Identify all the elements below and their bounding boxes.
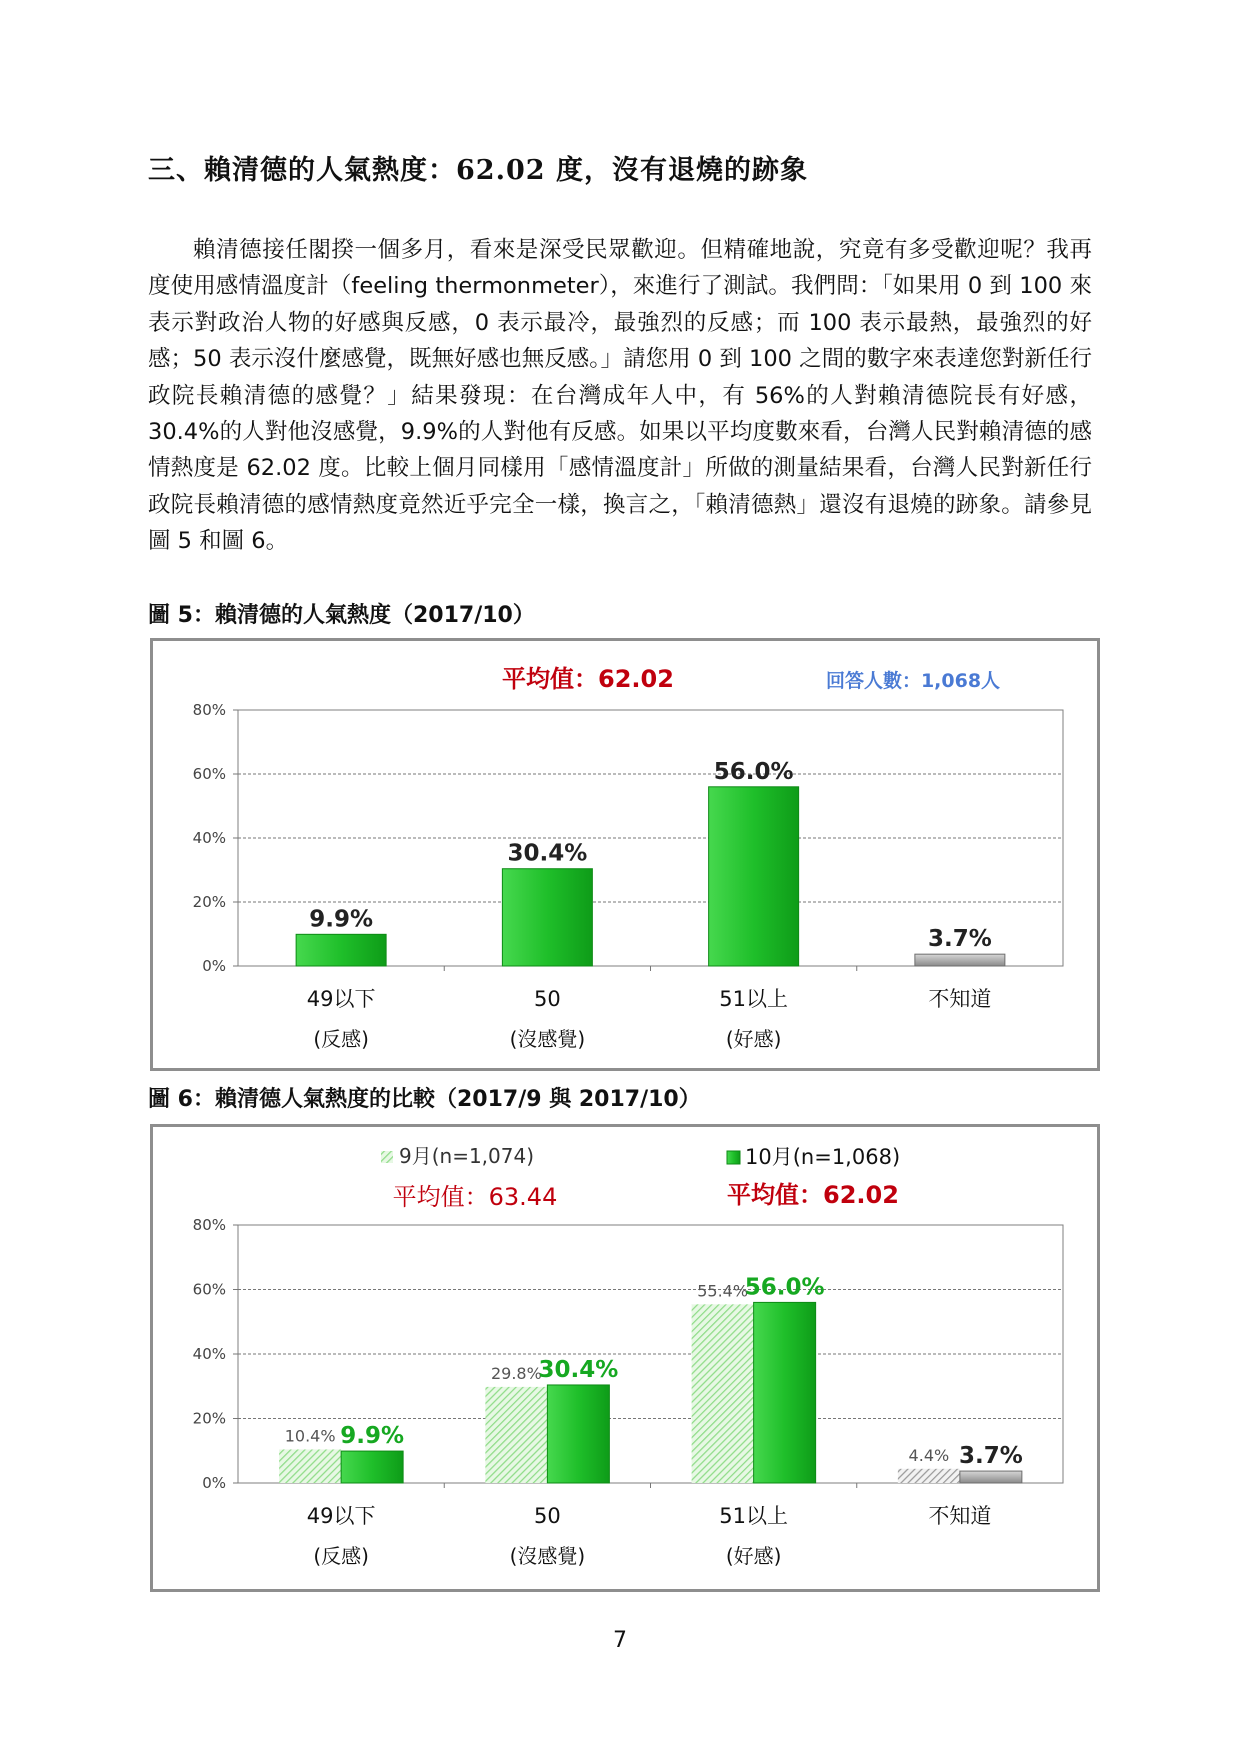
x-category-label: 51以上 [719,1504,788,1528]
x-category-label: 不知道 [928,987,992,1011]
x-category-sublabel: (好感) [725,1544,782,1568]
y-tick-label: 80% [192,1216,226,1234]
bar [279,1449,341,1483]
data-label: 9.9% [309,906,374,933]
x-category-label: 50 [534,1504,561,1528]
x-category-sublabel: (沒感覺) [509,1544,586,1568]
x-category-label: 49以下 [306,1504,376,1528]
section-heading: 三、賴清德的人氣熱度：62.02 度，沒有退燒的跡象 [148,155,808,186]
data-label: 10.4% [284,1426,336,1446]
bar [547,1385,609,1483]
figure5-chart [153,641,1097,1068]
legend-label-oct: 10月(n=1,068) [745,1145,901,1169]
y-tick-label: 0% [202,957,226,975]
data-label: 9.9% [340,1423,405,1450]
x-category-sublabel: (好感) [725,1027,782,1051]
bar [709,787,799,966]
y-tick-label: 40% [192,829,226,847]
legend-swatch-oct [727,1151,740,1164]
data-label: 29.8% [490,1363,542,1383]
y-tick-label: 60% [192,765,226,783]
bar [898,1469,960,1483]
bar [754,1302,816,1483]
bar [485,1387,547,1483]
y-tick-label: 40% [192,1345,226,1363]
x-category-label: 49以下 [306,987,376,1011]
figure5-respondents-label: 回答人數：1,068人 [825,670,1001,692]
x-category-label: 不知道 [928,1504,992,1528]
bar [960,1471,1022,1483]
x-category-label: 51以上 [719,987,788,1011]
data-label: 55.4% [697,1281,749,1301]
figure5-frame [150,638,1100,1071]
y-tick-label: 20% [192,1409,226,1428]
figure6-frame [150,1124,1100,1592]
body-paragraph [148,232,1092,560]
data-label: 3.7% [958,1443,1023,1470]
bar [692,1304,754,1483]
x-category-sublabel: (反感) [313,1544,369,1568]
data-label: 56.0% [744,1274,825,1301]
y-tick-label: 80% [192,701,226,719]
figure5-caption: 圖 5：賴清德的人氣熱度（2017/10） [148,603,535,628]
figure6-chart [153,1127,1097,1589]
figure6-mean-sep: 平均值：63.44 [392,1183,558,1211]
y-tick-label: 0% [202,1474,226,1492]
x-category-sublabel: (反感) [313,1027,369,1051]
bar [502,869,592,966]
y-tick-label: 60% [192,1280,226,1299]
figure5-mean-label: 平均值：62.02 [502,665,674,693]
data-label: 4.4% [908,1445,950,1465]
bar [296,934,386,966]
bar [915,954,1005,966]
legend-label-sep: 9月(n=1,074) [399,1144,535,1168]
legend-swatch-sep [381,1151,393,1163]
bar [341,1451,403,1483]
y-tick-label: 20% [192,893,226,911]
page-number: 7 [613,1628,627,1653]
data-label: 30.4% [538,1356,619,1383]
figure6-caption: 圖 6：賴清德人氣熱度的比較（2017/9 與 2017/10） [148,1087,701,1112]
x-category-label: 50 [534,987,561,1011]
figure6-mean-oct: 平均值：62.02 [727,1181,899,1209]
x-category-sublabel: (沒感覺) [509,1027,586,1051]
data-label: 56.0% [713,758,794,785]
data-label: 3.7% [927,926,992,953]
paragraph-text: 賴清德接任閣揆一個多月，看來是深受民眾歡迎。但精確地說，究竟有多受歡迎呢？我再度使用感情溫度計（feeling thermonmeter），來進行了測試。我們問：「如果用 0 到 100 來表示對政治人物的好感與反感，0 表示最冷，最強烈的反感；而 100 表示最熱，最強烈的好感；50 表示沒什麼感覺，既無好感也無反感。」請您用 0 到 100 之間的數字來表達您對新任行政院長賴清德的感覺？」結果發現：在台灣成年人中，有 56%的人對賴清德院長有好感，30.4%的人對他沒感覺，9.9%的人對他有反感。如果以平均度數來看，台灣人民對賴清德的感情熱度是 62.02 度。比較上個月同樣用「感情溫度計」所做的測量結果看，台灣人民對新任行政院長賴清德的感情熱度竟然近乎完全一樣，換言之，「賴清德熱」還沒有退燒的跡象。請參見圖 5 和圖 6。 [148,237,1092,555]
data-label: 30.4% [507,840,588,867]
